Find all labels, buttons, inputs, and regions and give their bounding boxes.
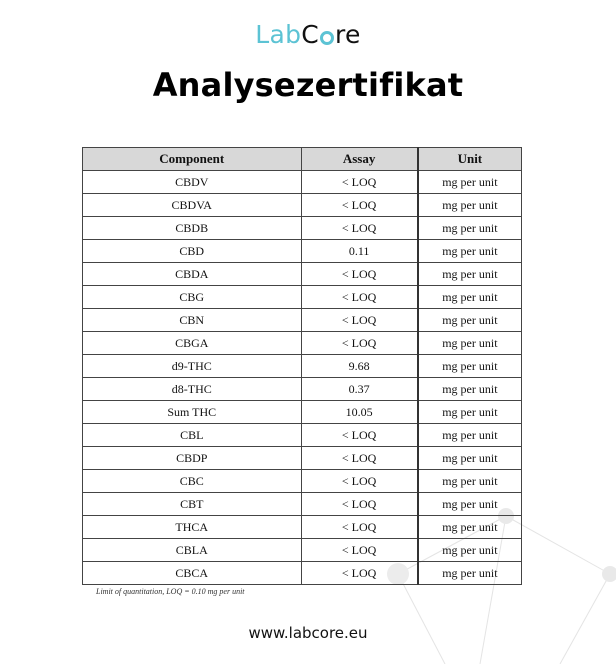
assay-cell: < LOQ (301, 171, 418, 194)
assay-cell: < LOQ (301, 217, 418, 240)
assay-cell: 0.11 (301, 240, 418, 263)
unit-cell: mg per unit (418, 171, 522, 194)
table-row (83, 378, 522, 401)
component-cell: CBN (83, 309, 302, 332)
component-cell: d8-THC (83, 378, 302, 401)
component-cell: CBLA (83, 539, 302, 562)
table-row (83, 470, 522, 493)
component-cell: CBCA (83, 562, 302, 585)
assay-cell: < LOQ (301, 539, 418, 562)
assay-cell: < LOQ (301, 562, 418, 585)
table-row (83, 355, 522, 378)
component-cell: CBL (83, 424, 302, 447)
unit-cell: mg per unit (418, 424, 522, 447)
assay-cell: < LOQ (301, 309, 418, 332)
unit-cell: mg per unit (418, 562, 522, 585)
component-cell: d9-THC (83, 355, 302, 378)
unit-cell: mg per unit (418, 401, 522, 424)
unit-cell: mg per unit (418, 516, 522, 539)
table-row (83, 217, 522, 240)
assay-cell: < LOQ (301, 424, 418, 447)
unit-cell: mg per unit (418, 263, 522, 286)
assay-cell: < LOQ (301, 447, 418, 470)
component-cell: CBDV (83, 171, 302, 194)
component-cell: CBD (83, 240, 302, 263)
unit-cell: mg per unit (418, 286, 522, 309)
logo-re-text: re (335, 20, 361, 49)
logo-ring-icon (320, 31, 334, 45)
assay-cell: < LOQ (301, 332, 418, 355)
unit-cell: mg per unit (418, 539, 522, 562)
table-row (83, 516, 522, 539)
unit-cell: mg per unit (418, 309, 522, 332)
header-assay: Assay (301, 148, 418, 171)
component-cell: Sum THC (83, 401, 302, 424)
table-row (83, 401, 522, 424)
component-cell: CBG (83, 286, 302, 309)
component-cell: CBDP (83, 447, 302, 470)
table-row (83, 263, 522, 286)
table-row (83, 562, 522, 585)
table-header-row (83, 148, 522, 171)
table-row (83, 332, 522, 355)
logo-c-text: C (301, 20, 320, 49)
unit-cell: mg per unit (418, 378, 522, 401)
component-cell: CBDVA (83, 194, 302, 217)
website-link[interactable]: www.labcore.eu (248, 624, 368, 642)
table-row (83, 424, 522, 447)
component-cell: CBC (83, 470, 302, 493)
logo-lab-text: Lab (255, 20, 302, 49)
assay-cell: < LOQ (301, 516, 418, 539)
page-title: Analysezertifikat (152, 66, 464, 104)
assay-cell: < LOQ (301, 263, 418, 286)
unit-cell: mg per unit (418, 493, 522, 516)
component-cell: CBT (83, 493, 302, 516)
table-row (83, 447, 522, 470)
unit-cell: mg per unit (418, 447, 522, 470)
unit-cell: mg per unit (418, 240, 522, 263)
table-row (83, 539, 522, 562)
unit-cell: mg per unit (418, 217, 522, 240)
loq-footnote: Limit of quantitation, LOQ = 0.10 mg per unit (96, 587, 245, 596)
assay-cell: < LOQ (301, 286, 418, 309)
table-row (83, 309, 522, 332)
unit-cell: mg per unit (418, 332, 522, 355)
table-row (83, 493, 522, 516)
table-row (83, 240, 522, 263)
component-cell: THCA (83, 516, 302, 539)
header-unit: Unit (418, 148, 522, 171)
assay-table (82, 147, 522, 585)
assay-cell: < LOQ (301, 470, 418, 493)
unit-cell: mg per unit (418, 194, 522, 217)
component-cell: CBDB (83, 217, 302, 240)
unit-cell: mg per unit (418, 470, 522, 493)
assay-cell: < LOQ (301, 194, 418, 217)
table-row (83, 194, 522, 217)
unit-cell: mg per unit (418, 355, 522, 378)
labcore-logo (0, 20, 616, 49)
header-component: Component (83, 148, 302, 171)
table-row (83, 286, 522, 309)
assay-cell: < LOQ (301, 493, 418, 516)
component-cell: CBDA (83, 263, 302, 286)
table-row (83, 171, 522, 194)
assay-cell: 10.05 (301, 401, 418, 424)
assay-cell: 9.68 (301, 355, 418, 378)
assay-cell: 0.37 (301, 378, 418, 401)
component-cell: CBGA (83, 332, 302, 355)
